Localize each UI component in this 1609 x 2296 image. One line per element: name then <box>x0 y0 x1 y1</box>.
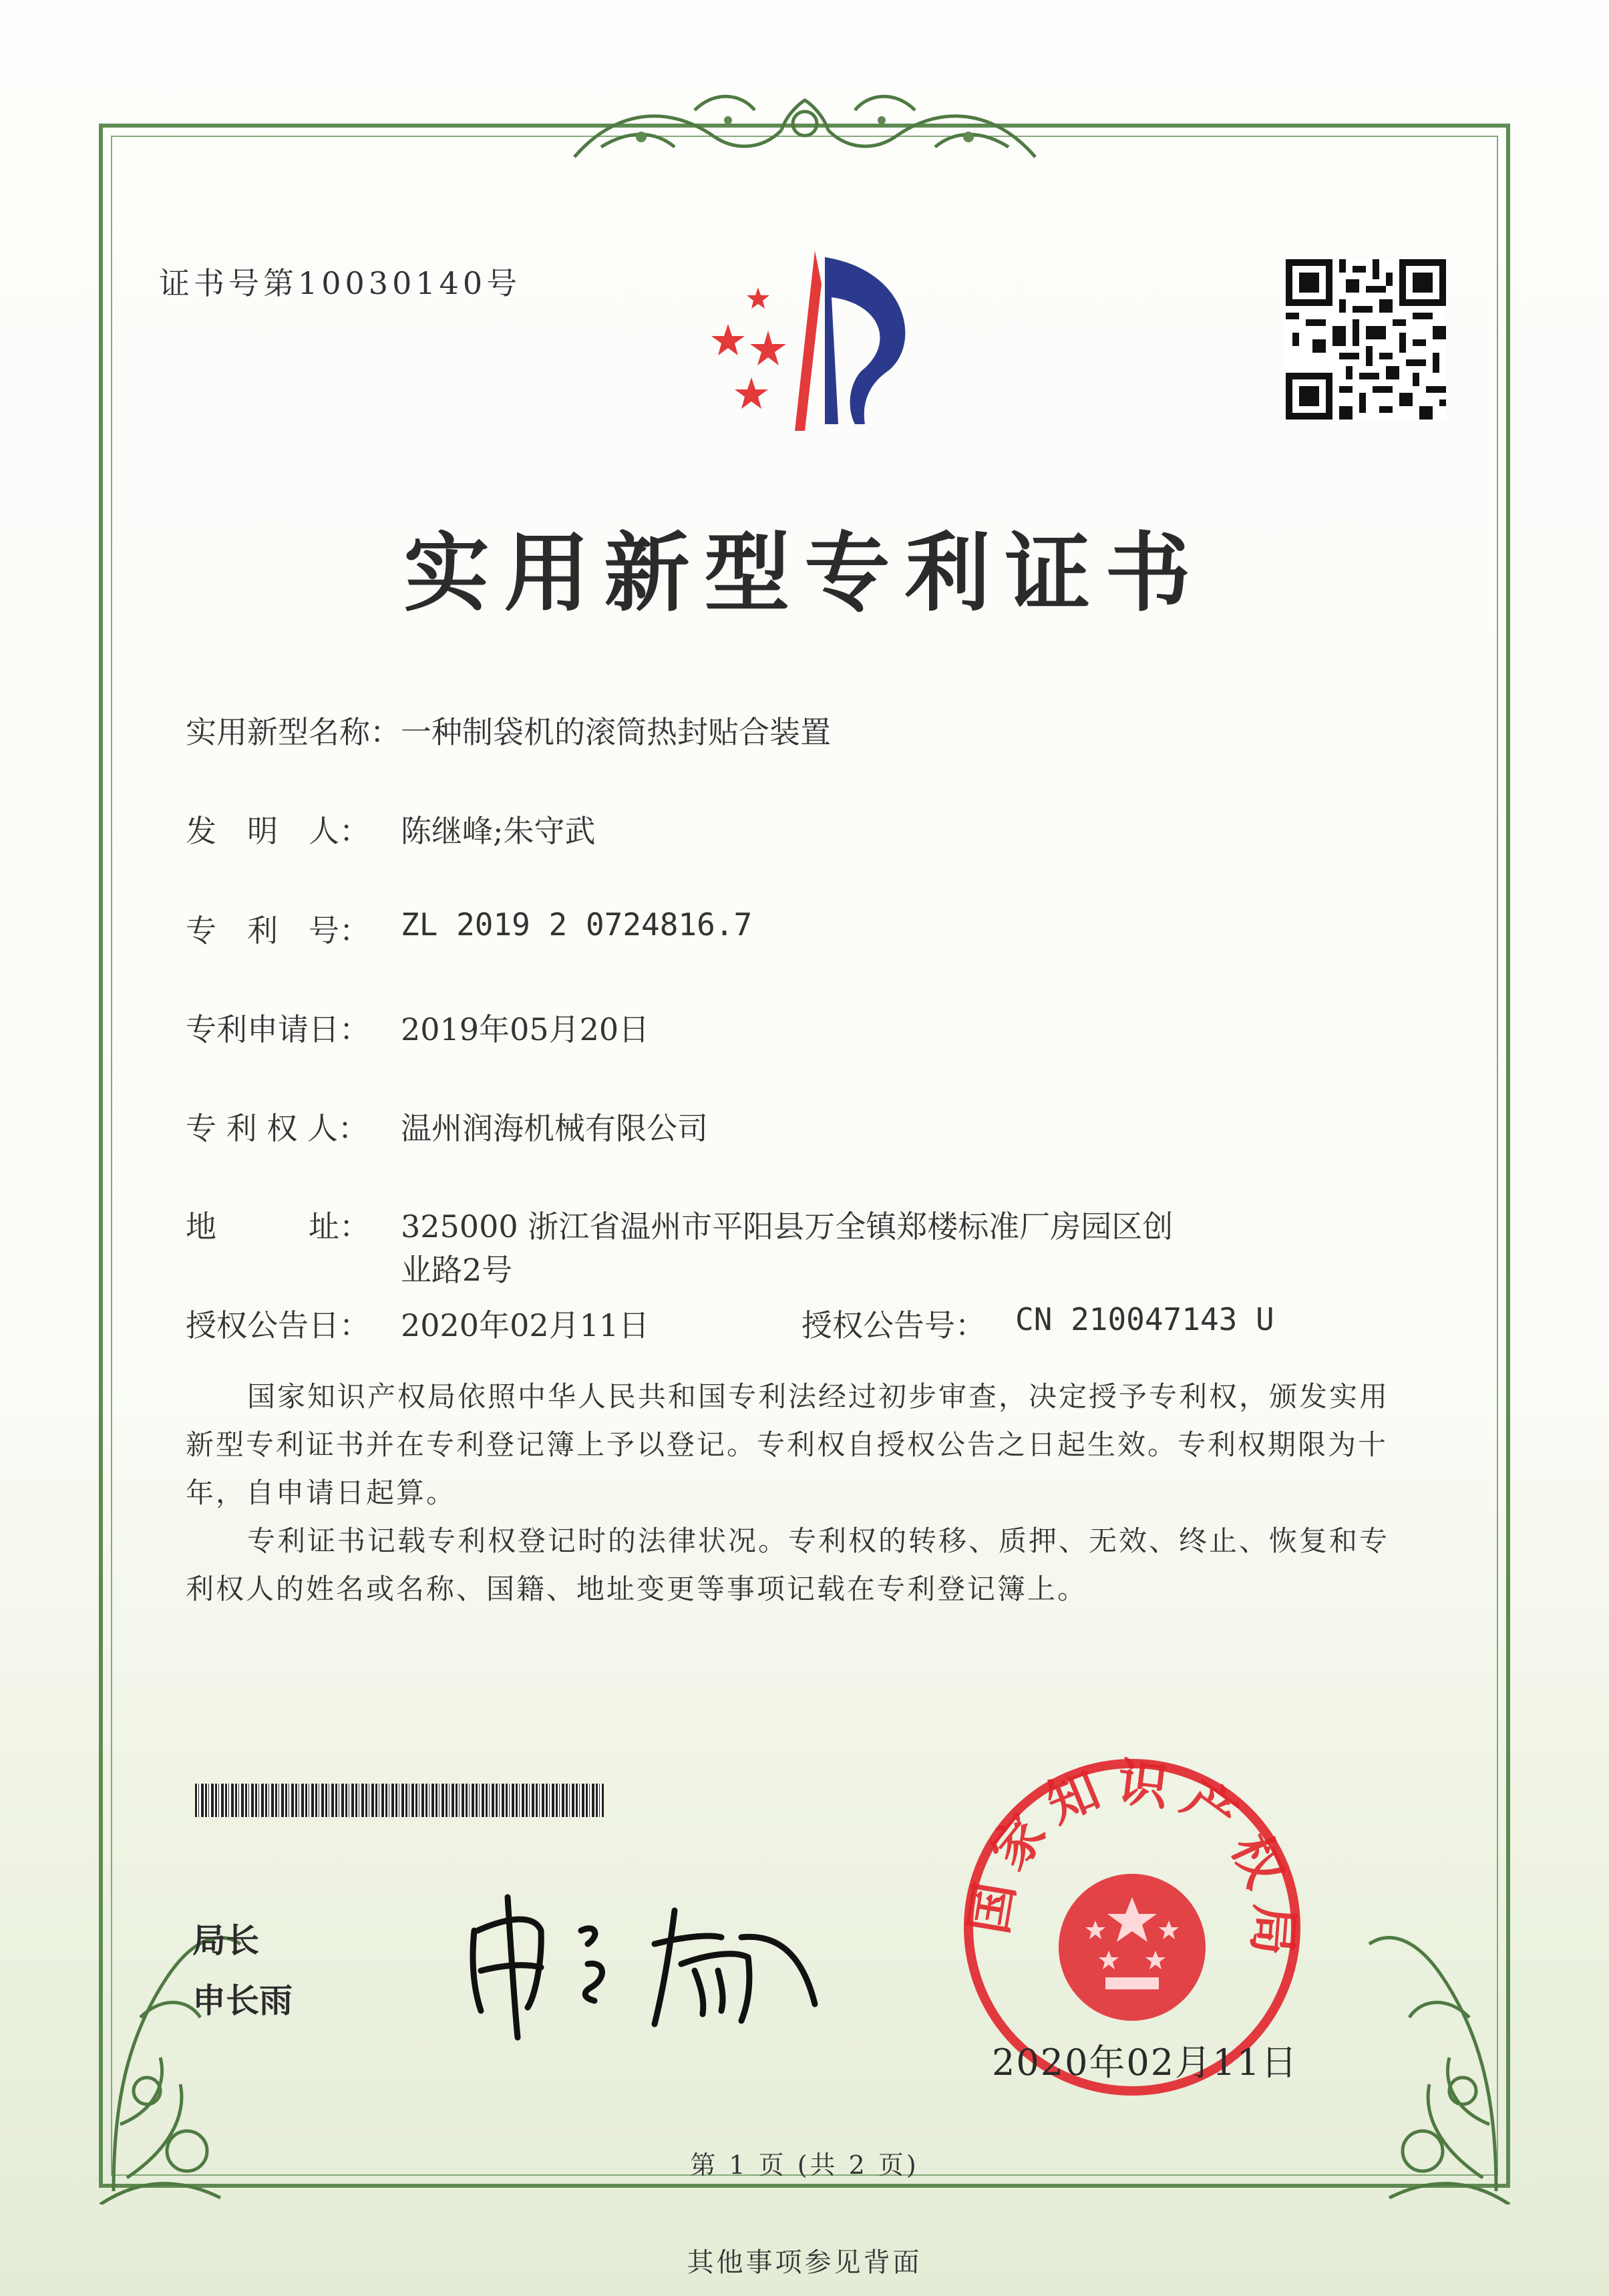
patent-office-logo-icon <box>688 244 955 438</box>
patentee-label: 专 利 权 人： <box>186 1110 369 1146</box>
seal-date: 2020年02月11日 <box>992 2041 1298 2084</box>
director-title: 局长 <box>192 1921 259 1960</box>
svg-text:国家知识产权局: 国家知识产权局 <box>958 1754 1305 1970</box>
certificate-number: 证书号第10030140号 <box>159 265 522 301</box>
qr-code-icon[interactable] <box>1286 259 1446 420</box>
inventor-value: 陈继峰;朱守武 <box>401 813 596 849</box>
top-floral-ornament <box>561 84 1049 170</box>
grant-publication-number-value: CN 210047143 U <box>1015 1301 1274 1337</box>
body-paragraph-2-line-1: 专利证书记载专利权登记时的法律状况。专利权的转移、质押、无效、终止、恢复和专 <box>247 1524 1390 1557</box>
page-number: 第 1 页 (共 2 页) <box>690 2150 919 2180</box>
barcode-icon <box>195 1784 604 1817</box>
certificate-title: 实用新型专利证书 <box>403 523 1206 623</box>
inventor-label: 发 明 人： <box>186 813 370 849</box>
utility-model-name-value: 一种制袋机的滚筒热封贴合装置 <box>401 714 831 750</box>
patent-number-label: 专 利 号： <box>186 913 370 949</box>
footer-note: 其他事项参见背面 <box>687 2247 922 2278</box>
body-paragraph-2-line-2: 利权人的姓名或名称、国籍、地址变更等事项记载在专利登记簿上。 <box>186 1573 1088 1605</box>
patent-number-value: ZL 2019 2 0724816.7 <box>401 907 753 943</box>
body-paragraph-1-line-1: 国家知识产权局依照中华人民共和国专利法经过初步审查，决定授予专利权，颁发实用 <box>247 1380 1390 1413</box>
address-label: 地 址： <box>186 1208 370 1245</box>
body-paragraph-1-line-2: 新型专利证书并在专利登记簿上予以登记。专利权自授权公告之日起生效。专利权期限为十 <box>186 1428 1389 1461</box>
utility-model-name-label: 实用新型名称： <box>186 714 401 750</box>
grant-date-value: 2020年02月11日 <box>401 1307 650 1343</box>
grant-date-label: 授权公告日： <box>186 1307 370 1343</box>
grant-publication-number-label: 授权公告号： <box>801 1307 986 1343</box>
address-line-1: 325000 浙江省温州市平阳县万全镇郑楼标准厂房园区创 <box>401 1208 1174 1245</box>
application-date-value: 2019年05月20日 <box>401 1011 650 1047</box>
application-date-label: 专利申请日： <box>186 1011 370 1047</box>
director-signature <box>454 1870 828 2044</box>
director-name: 申长雨 <box>192 1981 293 2020</box>
patentee-value: 温州润海机械有限公司 <box>401 1110 708 1146</box>
address-line-2: 业路2号 <box>401 1252 513 1288</box>
body-paragraph-1-line-3: 年，自申请日起算。 <box>186 1476 457 1509</box>
